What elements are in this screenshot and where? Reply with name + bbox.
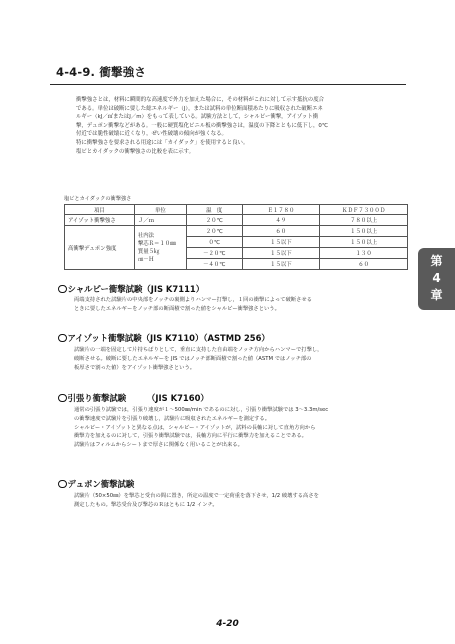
section-title: 引張り衝撃試験 （JIS K7160） [67, 393, 209, 403]
value-cell: １５以下 [242, 237, 320, 248]
intro-line: 特に衝撃強さを要求される用途には「カイダック」を使用すると良い。 [76, 139, 249, 146]
body-line: ときに要したエネルギーをノッチ部の断面積で割った値をシャルピー衝撃強さという。 [74, 305, 280, 312]
body-line: 通常の引張り試験では，引張り速度が１～500㎜/min であるのに対し，引張り衝撃試験では 3～3.3m/sec [74, 407, 329, 413]
unit-line: 質量５㎏ [137, 248, 160, 255]
unit-cell [134, 226, 186, 270]
izod-body [74, 346, 414, 372]
chapter-tab-char: 章 [430, 288, 443, 302]
body-line: 試験片はフィルムからシートまで厚さに関係なく用いることが出来る。 [74, 442, 243, 449]
table-row [65, 215, 408, 226]
header-cell: 温 度 [186, 205, 242, 215]
unit-cell: Ｊ／ｍ [134, 215, 186, 226]
dupont-heading [58, 478, 134, 490]
tensile-impact-body [74, 406, 414, 450]
header-cell: Ｅ１７８０ [242, 205, 320, 215]
chapter-tab-char: 4 [432, 271, 441, 285]
value-cell: ４９ [242, 215, 320, 226]
chapter-tab-char: 第 [430, 254, 443, 268]
section-title: デュポン衝撃試験 [67, 479, 135, 489]
dupont-body [74, 492, 414, 510]
value-cell: １５０以上 [320, 237, 408, 248]
impact-strength-table [64, 204, 408, 270]
circle-bullet-icon [58, 285, 67, 294]
charpy-heading [58, 283, 204, 295]
value-cell: １５以下 [242, 248, 320, 259]
value-cell: １５以下 [242, 259, 320, 270]
table-row [65, 226, 408, 237]
temp-cell: ０℃ [186, 237, 242, 248]
circle-bullet-icon [58, 394, 67, 403]
temp-cell: ２０℃ [186, 215, 242, 226]
body-line: 試験片の一端を固定して片持ちばりとして，垂直に支持した自由端をノッチ方向からハンマーで打撃し， [74, 347, 323, 353]
temp-cell: －２０℃ [186, 248, 242, 259]
value-cell: ６０ [242, 226, 320, 237]
header-cell: 単位 [134, 205, 186, 215]
body-line: の衝撃速度で試験片を引張り破壊し，試験片に吸収されたエネルギーを測定する。 [74, 415, 270, 422]
intro-line: 塩ビとカイダックの衝撃強さの比較を表に示す。 [76, 148, 195, 155]
unit-line: 社内法 [137, 232, 155, 239]
header-cell: ＫＤＦ７３００Ｄ [320, 205, 408, 215]
value-cell: ７８０以上 [320, 215, 408, 226]
table-caption: 塩ビとカイダックの衝撃強さ [64, 196, 132, 202]
table-header-row [65, 205, 408, 215]
body-line: 板厚さで割った値）をアイゾット衝撃強さという。 [74, 364, 196, 371]
intro-paragraph [76, 96, 410, 156]
body-line: シャルピー・アイゾットと異なる点は，シャルピー・アイゾットが，試料の長軸に対して直角方向から [74, 424, 316, 431]
intro-line: 撃，デュポン衝撃などがある。一般に硬質塩化ビニル板の衝撃強さは，温度の下降とともに低下し，0℃ [76, 122, 328, 129]
heading-underline [50, 84, 406, 85]
unit-line: 撃芯Ｒ＝１０㎜ [137, 240, 176, 247]
unit-line: ㎝－Ｈ [137, 256, 155, 263]
intro-line: 衝撃強さとは，材料に瞬間的な高速度で外力を加えた場合に，その材料がこれに対して示す抵抗の度合 [76, 97, 324, 103]
body-line: 試験片（50×50㎜）を撃芯と受台の間に置き，所定の温度で一定荷重を落下させ，1/2 破壊する高さを [74, 493, 319, 499]
temp-cell: ２０℃ [186, 226, 242, 237]
body-line: 測定したもの。撃芯受台及び撃芯のＲはともに 1/2 インチ。 [74, 501, 218, 508]
header-cell: 項目 [65, 205, 135, 215]
chapter-tab [418, 248, 455, 310]
izod-heading [58, 332, 270, 344]
value-cell: １３０ [320, 248, 408, 259]
body-line: 破断させる。破断に要したエネルギーを JIS ではノッチ部断面積で割った値（ASTM ではノッチ部の [74, 355, 312, 362]
body-line: 衝撃力を加えるのに対して，引張り衝撃試験では，長軸方向に平行に衝撃力を加えることである。 [74, 433, 307, 440]
page-number: 4-20 [216, 619, 239, 629]
value-cell: １５０以上 [320, 226, 408, 237]
tensile-impact-heading [58, 392, 209, 404]
item-cell: アイゾット衝撃強さ [65, 215, 135, 226]
section-heading: 4-4-9. 衝撃強さ [56, 65, 147, 79]
section-title: アイゾット衝撃試験（JIS K7110）（ASTMD 256） [67, 333, 270, 343]
circle-bullet-icon [58, 334, 67, 343]
section-title: シャルピー衝撃試験（JIS K7111） [67, 284, 205, 294]
intro-line: である。単位は破断に要した総エネルギー（J），または試料の単位断面積あたりに吸収された破断エネ [76, 105, 323, 112]
intro-line: ルギー（kJ／㎡またはJ／m）をもって表している。試験方法として，シャルピー衝撃，アイゾット衝 [76, 114, 319, 121]
value-cell: ６０ [320, 259, 408, 270]
temp-cell: －４０℃ [186, 259, 242, 270]
circle-bullet-icon [58, 480, 67, 489]
charpy-body [74, 296, 414, 314]
item-cell: 高衝撃デュポン強度 [65, 226, 135, 270]
intro-line: 付近では脆性破壊に近くなり，ぜい性破壊の傾向が強くなる。 [76, 131, 227, 138]
body-line: 両端支持された試験片の中央部をノッチの裏側よりハンマー打撃し，１回の衝撃によって破断させる [74, 297, 312, 303]
